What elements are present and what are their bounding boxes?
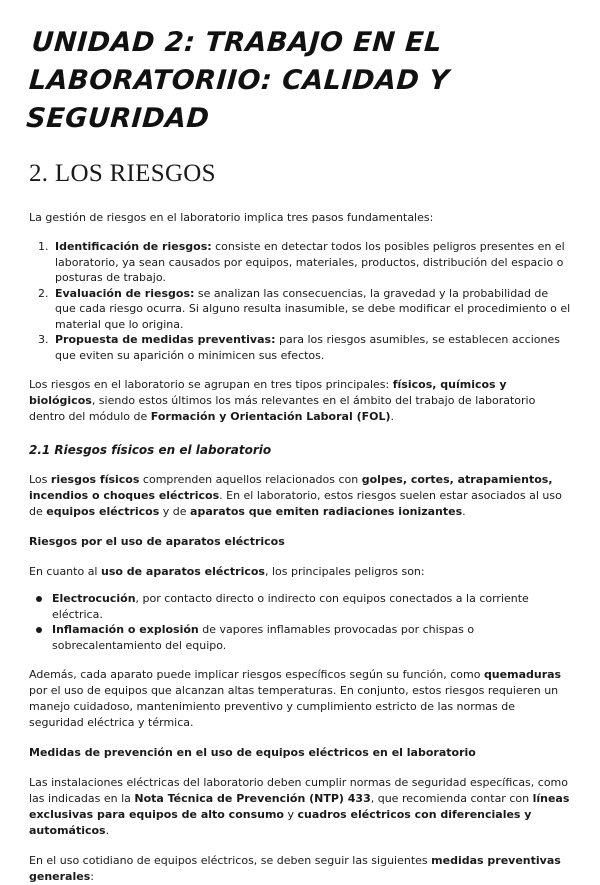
text-span: Las instalaciones eléctricas del laboratorio deben cumplir normas de seguridad específicas, como las indicadas en la xyxy=(29,776,569,805)
hazard-term: Inflamación o explosión xyxy=(52,623,199,636)
text-span: por el uso de equipos que alcanzan altas temperaturas. En conjunto, estos riesgos requieren un manejo cuidadoso, mantenimiento preventivo y cumplimiento estricto de las normas de seguridad eléctrica y térmica. xyxy=(29,684,559,729)
subsection-title: 2.1 Riesgos físicos en el laboratorio xyxy=(29,443,272,457)
step-term: Evaluación de riesgos: xyxy=(55,286,195,300)
text-span: : xyxy=(90,870,94,883)
bold-span: riesgos físicos xyxy=(50,473,140,486)
daily-use-paragraph xyxy=(29,853,571,885)
text-span: . En el laboratorio, estos riesgos suelen estar asociados al uso de xyxy=(29,489,562,518)
bold-span: cuadros eléctricos con diferenciales y automáticos xyxy=(29,808,532,837)
physical-risks-paragraph xyxy=(29,472,571,520)
text-span: Los xyxy=(29,473,51,486)
prevention-heading: Medidas de prevención en el uso de equipos eléctricos en el laboratorio xyxy=(29,746,476,759)
hazard-text: , por contacto directo o indirecto con equipos conectados a la corriente eléctrica. xyxy=(52,592,529,621)
text-span: . xyxy=(105,824,110,837)
list-item xyxy=(52,622,571,653)
list-item xyxy=(52,239,571,286)
text-span: Además, cada aparato puede implicar riesgos específicos según su función, como xyxy=(29,668,484,681)
list-item xyxy=(52,591,571,622)
installations-paragraph xyxy=(29,775,571,839)
text-span: Los riesgos en el laboratorio se agrupan en tres tipos principales: xyxy=(29,378,393,391)
intro-paragraph: La gestión de riesgos en el laboratorio implica tres pasos fundamentales: xyxy=(29,211,434,224)
step-term: Identificación de riesgos: xyxy=(55,240,212,253)
text-span: comprenden aquellos relacionados con xyxy=(139,473,362,486)
text-span: y de xyxy=(159,505,191,518)
section-title: 2. LOS RIESGOS xyxy=(29,160,216,187)
hazard-text: de vapores inflamables provocadas por chispas o sobrecalentamiento del equipo. xyxy=(52,623,475,652)
bold-span: uso de aparatos eléctricos xyxy=(100,565,265,578)
step-text: para los riesgos asumibles, se establecen acciones que eviten su aparición o minimicen sus efectos. xyxy=(55,333,560,362)
text-span: , los principales peligros son: xyxy=(264,565,425,578)
hazard-term: Electrocución xyxy=(52,592,136,605)
list-item xyxy=(52,332,571,363)
bullet-icon xyxy=(36,627,42,633)
list-item xyxy=(52,286,571,333)
bold-span: equipos eléctricos xyxy=(46,505,160,518)
risk-types-paragraph xyxy=(29,377,571,425)
text-span: . xyxy=(462,505,466,518)
additional-risks-paragraph xyxy=(29,667,571,731)
unit-title: UNIDAD 2: TRABAJO EN EL LABORATORIIO: CALIDAD Y SEGURIDAD xyxy=(25,27,451,134)
bold-span: líneas exclusivas para equipos de alto consumo xyxy=(29,792,570,821)
text-span: y xyxy=(284,808,298,821)
bold-span: físicos, químicos y biológicos xyxy=(29,378,507,407)
hazards-list xyxy=(29,591,571,653)
text-span: , siendo estos últimos los más relevantes en el ámbito del trabajo de laboratorio dentro del módulo de xyxy=(29,394,536,423)
step-term: Propuesta de medidas preventivas: xyxy=(55,333,276,346)
electric-intro-paragraph xyxy=(29,564,571,580)
electric-risks-heading: Riesgos por el uso de aparatos eléctricos xyxy=(29,535,285,548)
steps-list xyxy=(29,239,571,363)
bold-span: Nota Técnica de Prevención (NTP) 433 xyxy=(134,792,371,805)
bullet-icon xyxy=(36,596,42,602)
bold-span: aparatos que emiten radiaciones ionizantes xyxy=(190,505,463,518)
bold-span: Formación y Orientación Laboral (FOL) xyxy=(150,410,391,423)
bold-span: quemaduras xyxy=(483,668,562,681)
text-span: En el uso cotidiano de equipos eléctricos, se deben seguir las siguientes xyxy=(29,854,432,867)
text-span: . xyxy=(390,410,394,423)
bold-span: golpes, cortes, atrapamientos, incendios o choques eléctricos xyxy=(29,473,553,502)
bold-span: medidas preventivas generales xyxy=(29,854,561,883)
step-text: se analizan las consecuencias, la gravedad y la probabilidad de que cada riesgo ocurra. Si alguno resulta inasumible, se debe modificar el procedimiento o el material que lo origina. xyxy=(55,286,571,331)
text-span: , que recomienda contar con xyxy=(370,792,533,805)
text-span: En cuanto al xyxy=(29,565,101,578)
step-text: consiste en detectar todos los posibles peligros presentes en el laboratorio, ya sean causados por equipos, materiales, productos, distribución del espacio o posturas de trabajo. xyxy=(55,240,565,284)
